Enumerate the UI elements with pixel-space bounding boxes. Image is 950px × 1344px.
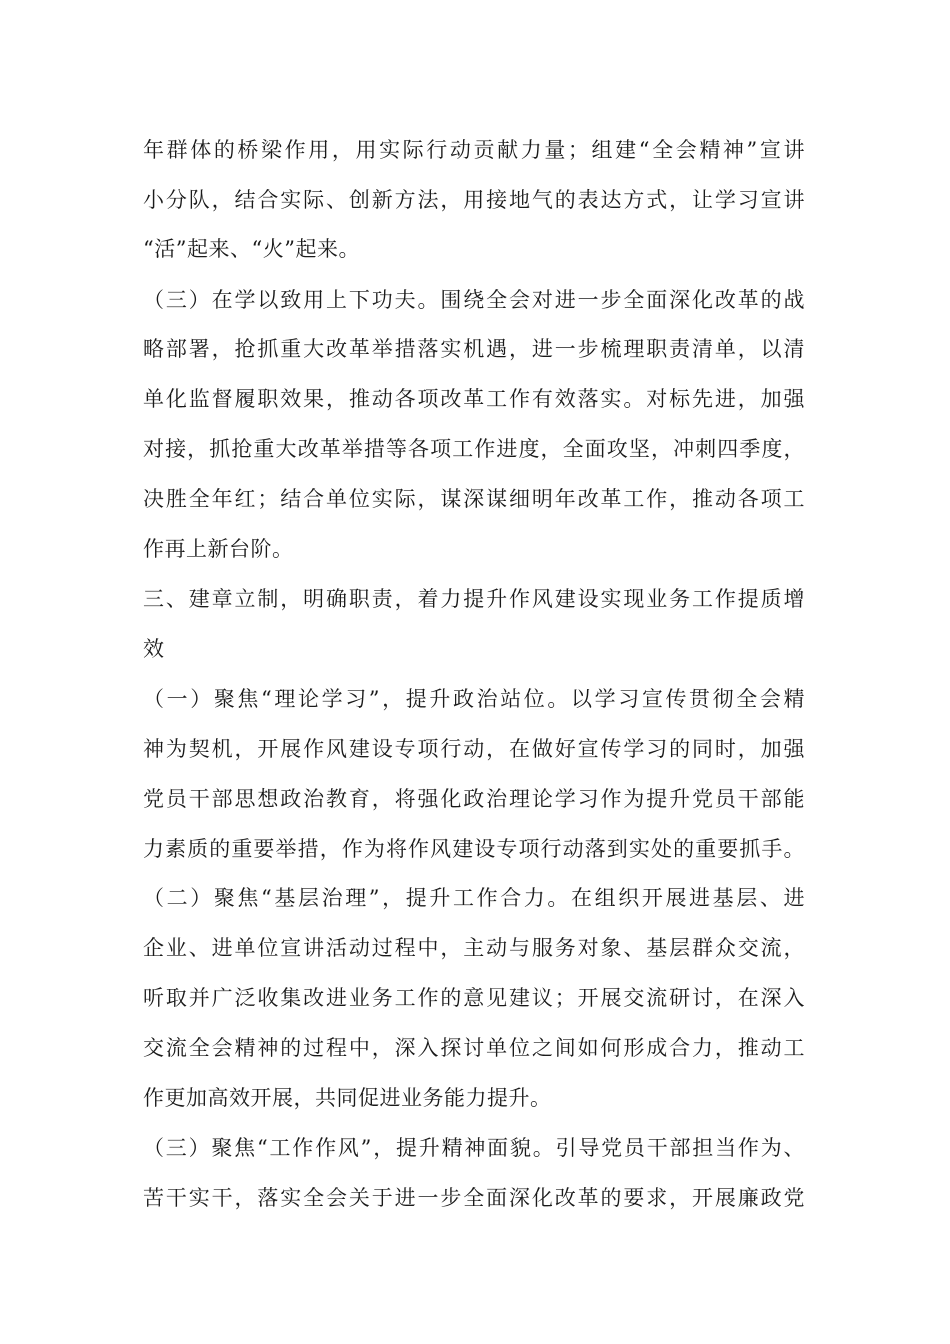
text-line: 决胜全年红；结合单位实际，谋深谋细明年改革工作，推动各项工 [143, 487, 807, 511]
text-line: 略部署，抢抓重大改革举措落实机遇，进一步梳理职责清单，以清 [143, 337, 807, 361]
section-heading-line: 效 [143, 637, 165, 661]
text-line: 对接，抓抢重大改革举措等各项工作进度，全面攻坚，冲刺四季度， [143, 437, 806, 461]
text-line: 党员干部思想政治教育，将强化政治理论学习作为提升党员干部能 [143, 787, 807, 811]
text-line: 小分队，结合实际、创新方法，用接地气的表达方式，让学习宣讲 [143, 188, 807, 212]
text-line: 交流全会精神的过程中，深入探讨单位之间如何形成合力，推动工 [143, 1036, 807, 1060]
text-line: （三）在学以致用上下功夫。围绕全会对进一步全面深化改革的战 [143, 288, 807, 312]
text-line: 作更加高效开展，共同促进业务能力提升。 [143, 1086, 552, 1110]
text-line: （二）聚焦“基层治理”，提升工作合力。在组织开展进基层、进 [143, 886, 808, 910]
text-line: 神为契机，开展作风建设专项行动，在做好宣传学习的同时，加强 [143, 737, 807, 761]
text-line: （一）聚焦“理论学习”，提升政治站位。以学习宣传贯彻全会精 [143, 687, 808, 711]
text-line: 企业、进单位宣讲活动过程中，主动与服务对象、基层群众交流， [143, 936, 807, 960]
text-line: “活”起来、“火”起来。 [143, 237, 360, 261]
text-line: 年群体的桥梁作用，用实际行动贡献力量；组建“全会精神”宣讲 [143, 138, 808, 162]
text-line: 单化监督履职效果，推动各项改革工作有效落实。对标先进，加强 [143, 387, 807, 411]
text-line: 苦干实干，落实全会关于进一步全面深化改革的要求，开展廉政党 [143, 1186, 807, 1210]
text-line: 作再上新台阶。 [143, 537, 294, 561]
text-line: （三）聚焦“工作作风”，提升精神面貌。引导党员干部担当作为、 [143, 1136, 807, 1160]
section-heading-line: 三、建章立制，明确职责，着力提升作风建设实现业务工作提质增 [143, 587, 807, 611]
text-line: 听取并广泛收集改进业务工作的意见建议；开展交流研讨，在深入 [143, 986, 807, 1010]
text-line: 力素质的重要举措，作为将作风建设专项行动落到实处的重要抓手。 [143, 837, 806, 861]
